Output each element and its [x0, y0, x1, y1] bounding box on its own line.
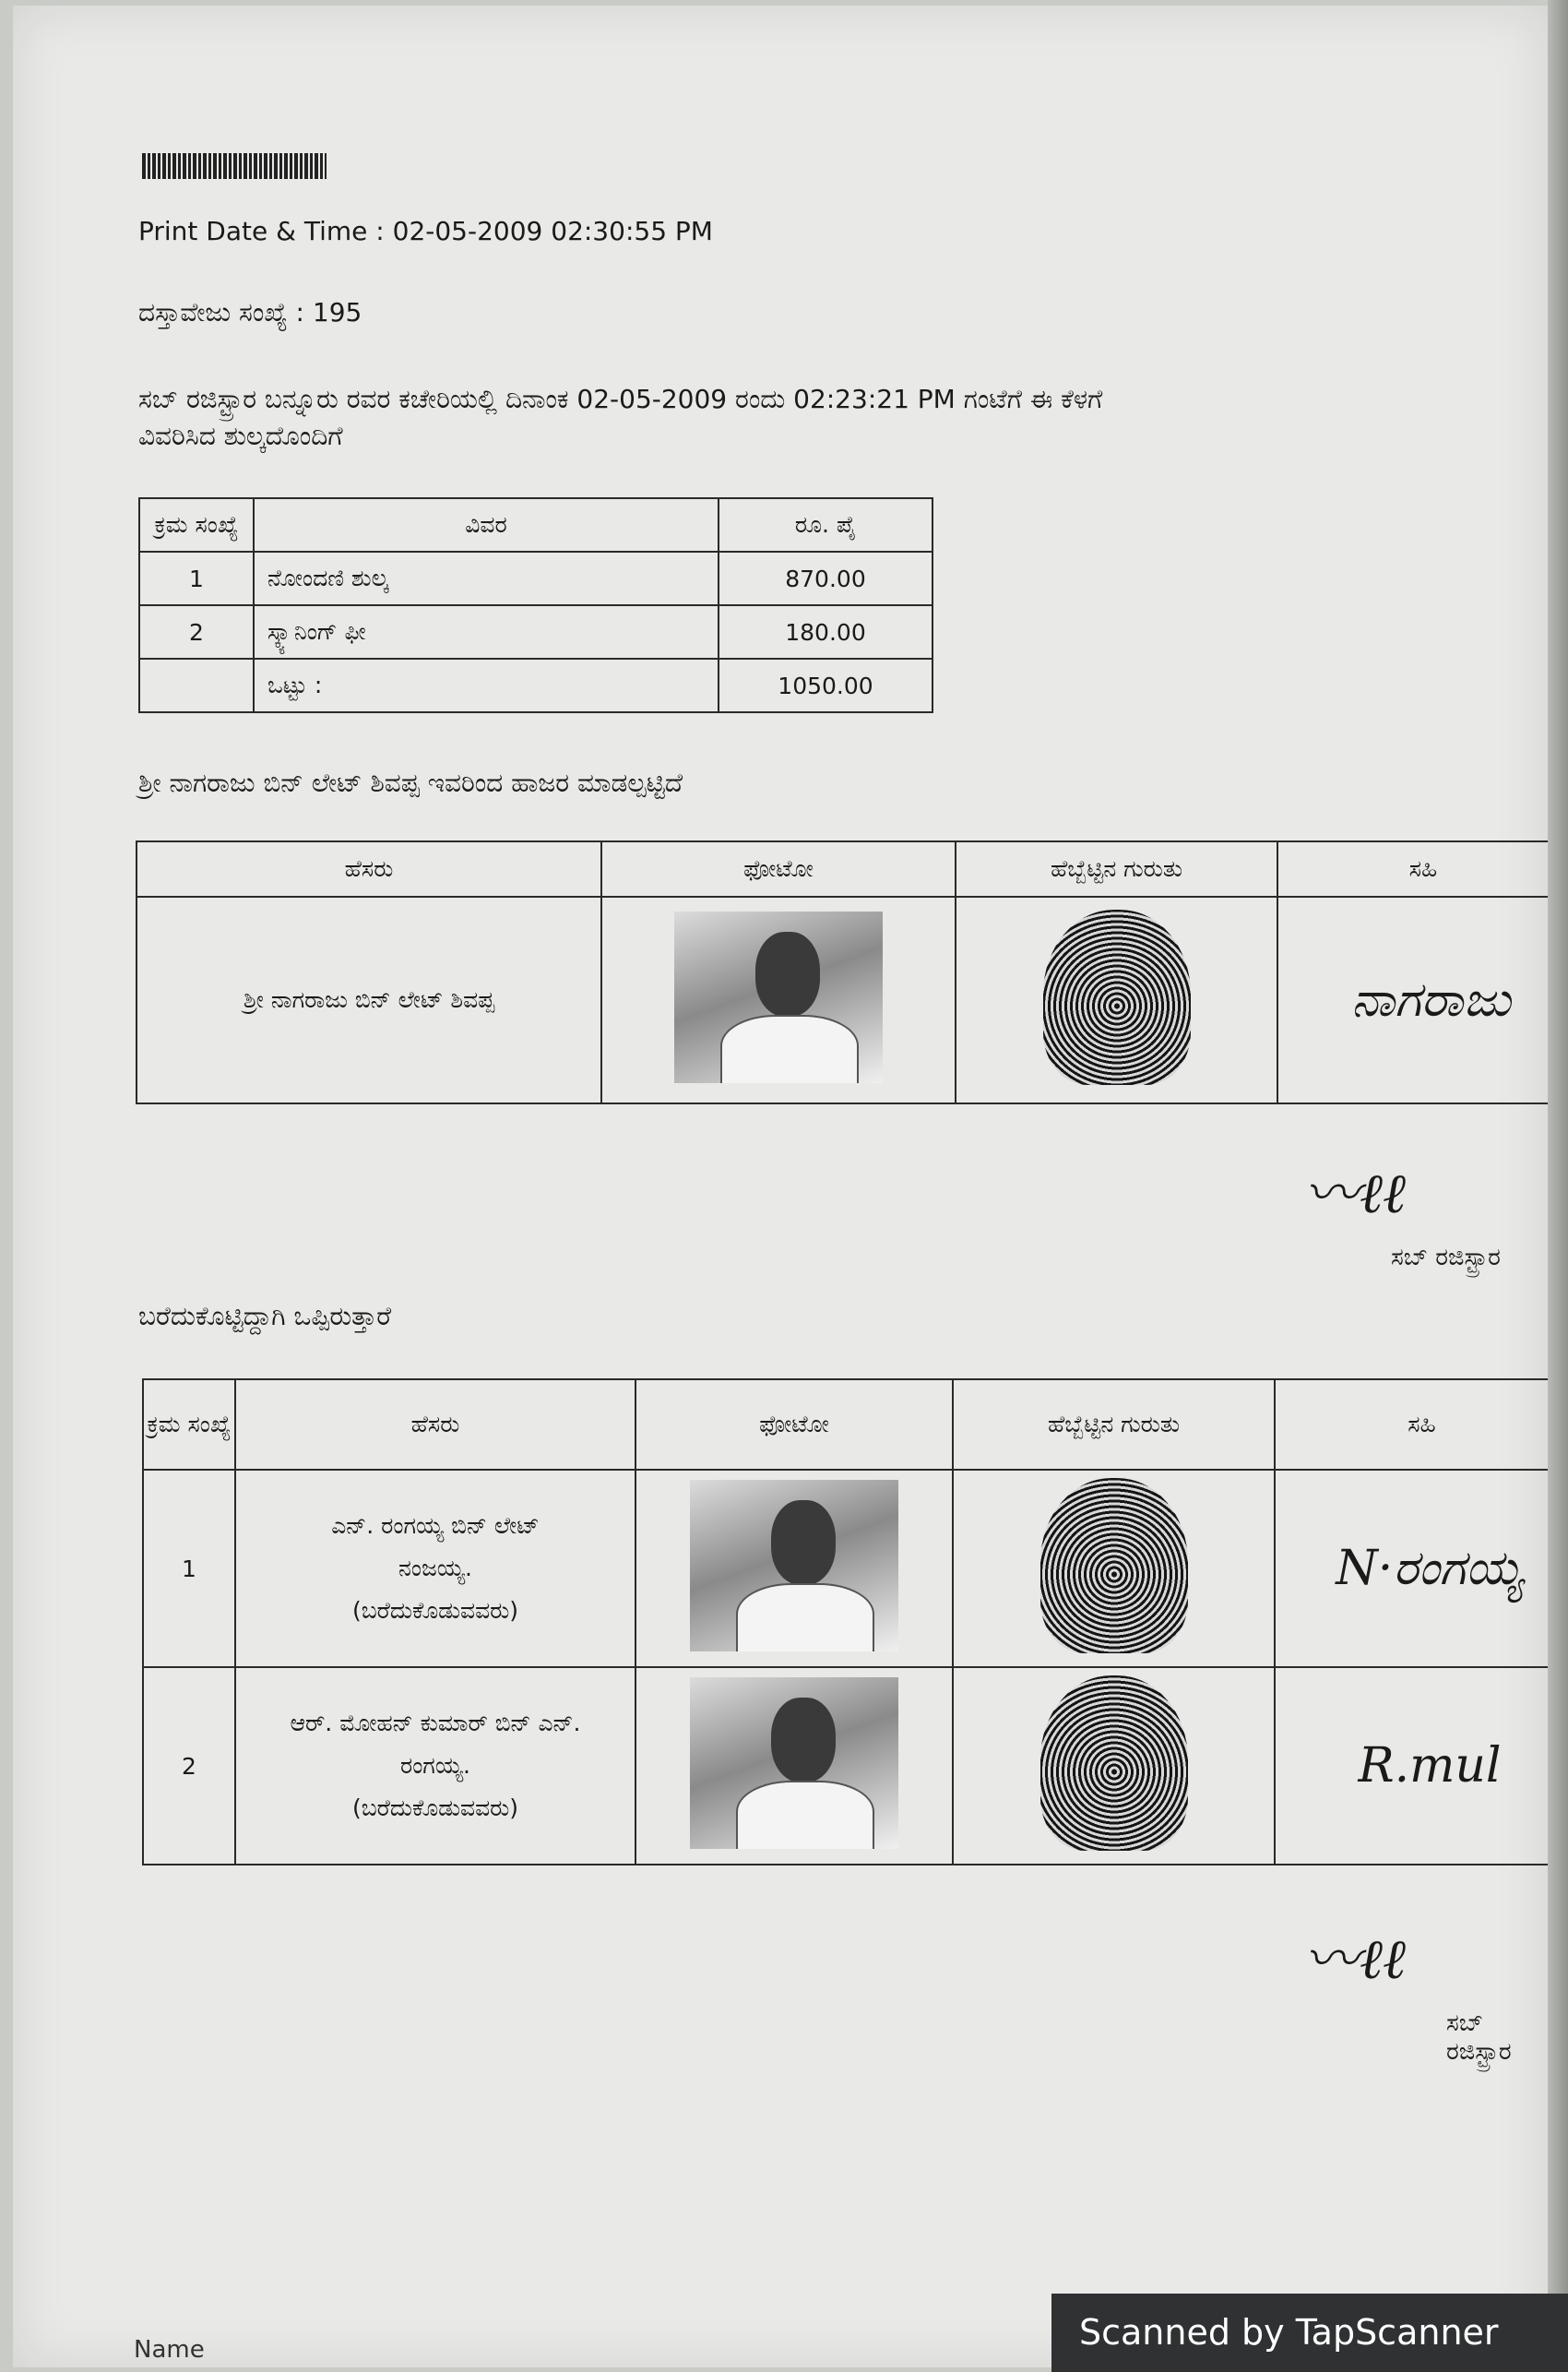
table-row: [137, 897, 1568, 1103]
col-signature: ಸಹಿ: [1275, 1379, 1568, 1470]
col-amount: ರೂ. ಪೈ: [719, 498, 932, 552]
print-datetime: Print Date & Time : 02-05-2009 02:30:55 PM: [138, 216, 713, 246]
table-row: [139, 552, 932, 605]
bottom-cut-text: Name: [134, 2336, 205, 2364]
presenter-table-header: [137, 841, 1568, 897]
executant-name-cell: [235, 1667, 636, 1865]
thumbprint-image: [1043, 910, 1191, 1085]
col-thumb: ಹೆಬ್ಬೆಟ್ಟಿನ ಗುರುತು: [956, 841, 1277, 897]
executant-name-line2: ನಂಜಯ್ಯ.: [398, 1555, 472, 1581]
intro-line-1: ಸಬ್ ರಜಿಸ್ಟ್ರಾರ ಬನ್ನೂರು ರವರ ಕಚೇರಿಯಲ್ಲಿ ದಿನಾಂಕ 02-05-2009 ರಂದು 02:23:21 PM ಗಂಟೆಗೆ ಈ ಕೆಳಗೆ: [138, 384, 1103, 414]
thumbprint-image: [1040, 1478, 1188, 1653]
executants-line: ಬರೆದುಕೊಟ್ಟಿದ್ದಾಗಿ ಒಪ್ಪಿರುತ್ತಾರೆ: [138, 1301, 392, 1331]
registrar-signature-2: 〰ℓℓ: [1304, 1927, 1406, 1992]
fee-total-label: ಒಟ್ಟು :: [254, 659, 719, 712]
executant-signature: N·ರಂಗಯ್ಯ: [1275, 1470, 1568, 1667]
thumb-cell: [956, 897, 1277, 1103]
fee-table: [138, 497, 933, 713]
executant-name-line1: ಎನ್. ರಂಗಯ್ಯ ಬಿನ್ ಲೇಟ್: [331, 1512, 540, 1539]
document-number: ದಸ್ತಾವೇಜು ಸಂಖ್ಯೆ : 195: [138, 297, 362, 328]
sub-registrar-label-2: ಸಬ್ ರಜಿಸ್ಟ್ರಾರ: [1446, 2009, 1512, 2066]
scanner-watermark: Scanned by TapScanner: [1051, 2294, 1568, 2372]
sub-registrar-label-1: ಸಬ್ ರಜಿಸ್ಟ್ರಾರ: [1391, 1244, 1501, 1271]
thumb-cell: [953, 1667, 1275, 1865]
col-sl: ಕ್ರಮ ಸಂಖ್ಯೆ: [139, 498, 254, 552]
col-signature: ಸಹಿ: [1277, 841, 1568, 897]
col-name: ಹೆಸರು: [137, 841, 601, 897]
fee-amount: 180.00: [719, 605, 932, 659]
table-row: [143, 1470, 1568, 1667]
executant-name-line2: ರಂಗಯ್ಯ.: [400, 1752, 470, 1779]
executant-role: (ಬರೆದುಕೊಡುವವರು): [351, 1597, 519, 1624]
executant-sl: 1: [143, 1470, 235, 1667]
table-row: [143, 1667, 1568, 1865]
presenter-line: ಶ್ರೀ ನಾಗರಾಜು ಬಿನ್ ಲೇಟ್ ಶಿವಪ್ಪ ಇವರಿಂದ ಹಾಜರ ಮಾಡಲ್ಪಟ್ಟಿದೆ: [138, 768, 683, 798]
intro-line-2: ವಿವರಿಸಿದ ಶುಲ್ಕದೊಂದಿಗೆ: [138, 421, 343, 451]
photo-cell: [636, 1470, 953, 1667]
presenter-table: [136, 840, 1568, 1104]
fee-desc: ಸ್ಕ್ಯಾನಿಂಗ್ ಫೀ: [254, 605, 719, 659]
person-photo: [674, 912, 883, 1083]
executants-table-header: [143, 1379, 1568, 1470]
executant-role: (ಬರೆದುಕೊಡುವವರು): [351, 1794, 519, 1821]
executants-table: [142, 1378, 1568, 1865]
col-photo: ಫೋಟೋ: [601, 841, 956, 897]
executant-name-line1: ಆರ್. ಮೋಹನ್ ಕುಮಾರ್ ಬಿನ್ ಎನ್.: [290, 1710, 581, 1736]
photo-cell: [601, 897, 956, 1103]
fee-total-amount: 1050.00: [719, 659, 932, 712]
registrar-signature-1: 〰ℓℓ: [1304, 1162, 1406, 1226]
col-name: ಹೆಸರು: [235, 1379, 636, 1470]
thumb-cell: [953, 1470, 1275, 1667]
person-photo: [690, 1480, 898, 1651]
col-thumb: ಹೆಬ್ಬೆಟ್ಟಿನ ಗುರುತು: [953, 1379, 1275, 1470]
presenter-name: ಶ್ರೀ ನಾಗರಾಜು ಬಿನ್ ಲೇಟ್ ಶಿವಪ್ಪ: [137, 897, 601, 1103]
document-page: [13, 6, 1548, 2367]
thumbprint-image: [1040, 1675, 1188, 1851]
col-sl: ಕ್ರಮ ಸಂಖ್ಯೆ: [143, 1379, 235, 1470]
barcode: [142, 153, 327, 179]
col-desc: ವಿವರ: [254, 498, 719, 552]
page-edge: [1548, 0, 1568, 2372]
table-row-total: [139, 659, 932, 712]
photo-cell: [636, 1667, 953, 1865]
fee-sl: [139, 659, 254, 712]
fee-amount: 870.00: [719, 552, 932, 605]
presenter-signature: ನಾಗರಾಜು: [1277, 897, 1568, 1103]
executant-sl: 2: [143, 1667, 235, 1865]
person-photo: [690, 1677, 898, 1849]
executant-name-cell: [235, 1470, 636, 1667]
fee-sl: 2: [139, 605, 254, 659]
col-photo: ಫೋಟೋ: [636, 1379, 953, 1470]
fee-desc: ನೋಂದಣಿ ಶುಲ್ಕ: [254, 552, 719, 605]
fee-table-header: [139, 498, 932, 552]
fee-sl: 1: [139, 552, 254, 605]
executant-signature: R.mul: [1275, 1667, 1568, 1865]
table-row: [139, 605, 932, 659]
